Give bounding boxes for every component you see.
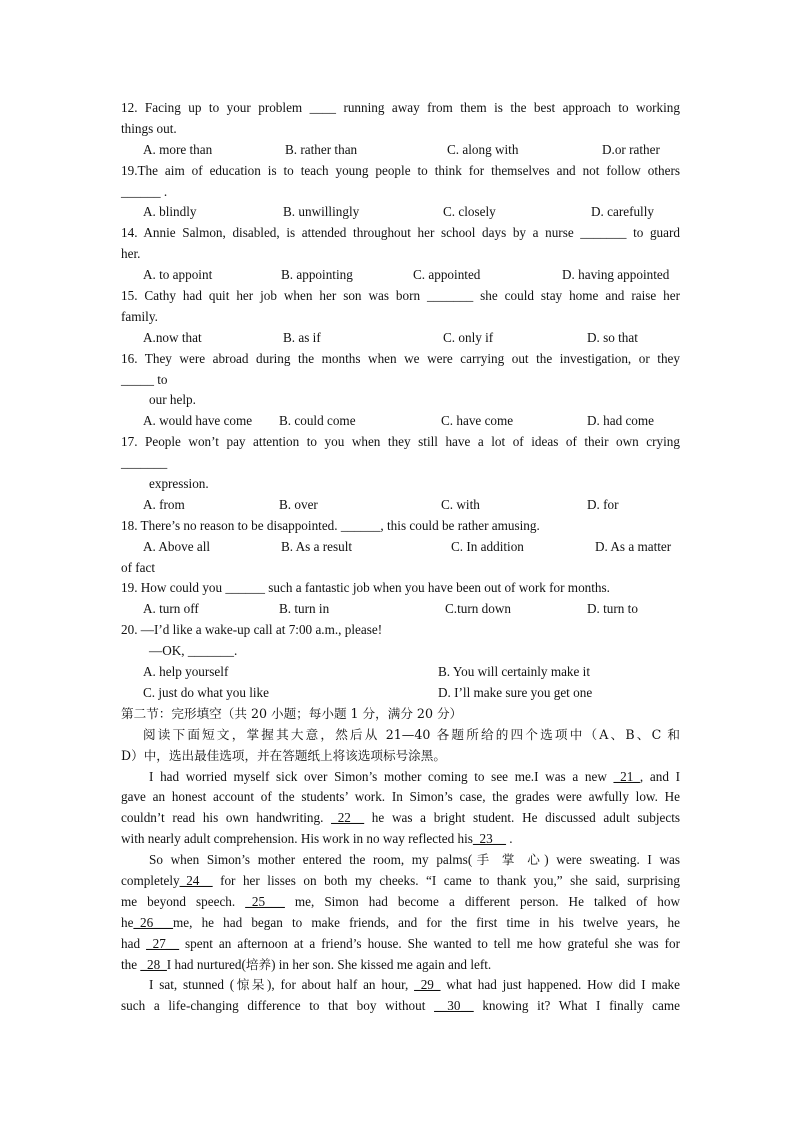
- text-run: I sat, stunned (: [149, 977, 235, 993]
- option-d: D. had come: [587, 413, 655, 429]
- question-14-stem-cont: her.: [121, 246, 141, 262]
- gloss-zh: 培养: [245, 956, 272, 972]
- text-run: had: [121, 935, 147, 951]
- option-b: B. appointing: [281, 267, 353, 283]
- question-20-reply: —OK, _______.: [149, 643, 238, 659]
- blank-22: _22__: [331, 810, 365, 826]
- text-run: the: [121, 956, 141, 972]
- text-run: me, Simon had become a different person. He talked of how: [284, 893, 680, 909]
- option-c: C. only if: [443, 329, 494, 345]
- section-2-instructions-cont: D）中，选出最佳选项，并在答题纸上将该选项标号涂黑。: [121, 747, 446, 763]
- question-16-stem-cont: _____ to: [121, 371, 168, 387]
- blank-29: _29_: [414, 977, 441, 993]
- text-run: So when Simon’s mother entered the room, my palms(: [149, 852, 473, 868]
- blank-28: _28_: [140, 956, 167, 972]
- option-a: A. would have come: [143, 413, 253, 429]
- option-d: D. for: [587, 496, 619, 512]
- passage-p2-line4: [121, 913, 680, 934]
- option-b: B. As a result: [281, 538, 353, 554]
- question-17-stem-cont2: expression.: [149, 476, 209, 492]
- blank-30: __30__: [434, 998, 474, 1014]
- text-run: , and I: [639, 768, 681, 784]
- question-15-stem: 15. Cathy had quit her job when her son was born _______ she could stay home and raise her: [121, 288, 680, 304]
- text-run: couldn’t read his own handwriting.: [121, 810, 332, 826]
- passage-p1-line3: [121, 808, 680, 829]
- gloss-zh: 惊呆: [234, 977, 267, 993]
- text-run: ) were sweating. I was: [544, 852, 680, 868]
- question-19a-stem: 19.The aim of education is to teach young people to think for themselves and not follow others: [121, 162, 680, 178]
- option-c: C. In addition: [451, 538, 524, 554]
- text-run: spent an afternoon at a friend’s house. She wanted to tell me how grateful she was for: [179, 935, 680, 951]
- question-18-stem: 18. There’s no reason to be disappointed. ______, this could be rather amusing.: [121, 517, 540, 533]
- text-run: I had worried myself sick over Simon’s mother coming to see me.I was a new: [149, 768, 614, 784]
- text-run: I had nurtured(: [166, 956, 246, 972]
- option-a: A. more than: [143, 141, 213, 157]
- option-a: A. to appoint: [143, 267, 213, 283]
- blank-26: _26___: [133, 914, 174, 930]
- option-d: D. so that: [587, 329, 638, 345]
- text-run: such a life-changing difference to that boy without: [121, 998, 435, 1014]
- passage-p3-line2: [121, 996, 680, 1017]
- option-d: D. carefully: [591, 204, 654, 220]
- option-d: D.or rather: [602, 141, 660, 157]
- blank-24: _24__: [179, 872, 213, 888]
- text-run: what had just happened. How did I make: [440, 977, 680, 993]
- blank-27: _27__: [146, 935, 180, 951]
- option-d: D. As a matter: [595, 538, 672, 554]
- option-a: A. Above all: [143, 538, 211, 554]
- question-12-options: [121, 140, 680, 161]
- section-2-heading: 第二节：完形填空（共 20 小题；每小题 1 分，满分 20 分）: [121, 705, 463, 721]
- passage-p2-line2: [121, 871, 680, 892]
- exam-content: [121, 98, 680, 1017]
- question-17-options: [121, 495, 680, 516]
- question-19b-options: [121, 599, 680, 620]
- option-b: B. over: [279, 496, 318, 512]
- option-a: A. from: [143, 496, 185, 512]
- option-b: B. could come: [279, 413, 356, 429]
- option-c: C. appointed: [413, 267, 481, 283]
- passage-p2-line6: [121, 955, 680, 976]
- option-a: A.now that: [143, 329, 202, 345]
- option-a: A. help yourself: [143, 664, 229, 680]
- question-15-stem-cont: family.: [121, 308, 158, 324]
- option-c: C.turn down: [445, 601, 511, 617]
- question-16-options: [121, 411, 680, 432]
- passage-p1-line1: [121, 767, 680, 788]
- text-run: with nearly adult comprehension. His work in no way reflected his: [121, 831, 473, 847]
- question-17-stem: 17. People won’t pay attention to you when they still have a lot of ideas of their own crying: [121, 434, 680, 450]
- text-run: ), for about half an hour,: [266, 977, 415, 993]
- option-d: D. turn to: [587, 601, 638, 617]
- gloss-zh: 手 掌 心: [472, 852, 545, 868]
- question-16-stem: 16. They were abroad during the months when we were carrying out the investigation, or they: [121, 350, 680, 366]
- option-b: B. rather than: [285, 141, 358, 157]
- question-20-options-row1: [121, 662, 680, 683]
- text-run: he was a bright student. He discussed adult subjects: [364, 810, 680, 826]
- text-run: .: [505, 831, 513, 847]
- question-17-stem-cont: _______: [121, 455, 168, 471]
- passage-p1-line4: [121, 829, 680, 850]
- question-18-option-d-cont: of fact: [121, 559, 156, 575]
- question-19b-stem: 19. How could you ______ such a fantastic job when you have been out of work for months.: [121, 580, 610, 596]
- text-run: me, he had began to make friends, and for the first time in his twelve years, he: [173, 914, 680, 930]
- option-a: A. turn off: [143, 601, 199, 617]
- text-run: for her lisses on both my cheeks. “I came to thank you,” she said, surprising: [212, 872, 680, 888]
- option-b: B. as if: [283, 329, 321, 345]
- passage-p2-line1: [121, 850, 680, 871]
- option-b: B. unwillingly: [283, 204, 360, 220]
- option-d: D. having appointed: [562, 267, 670, 283]
- text-run: completely: [121, 872, 180, 888]
- blank-25: _25___: [245, 893, 285, 909]
- option-b: B. You will certainly make it: [438, 664, 591, 680]
- question-19a-options: [121, 202, 680, 223]
- passage-p3-line1: [121, 975, 680, 996]
- section-2-instructions: 阅读下面短文，掌握其大意，然后从 21—40 各题所给的四个选项中（A、B、C 和: [143, 726, 680, 742]
- question-19a-stem-cont: ______ .: [121, 183, 168, 199]
- passage-p2-line5: [121, 934, 680, 955]
- option-a: A. blindly: [143, 204, 197, 220]
- text-run: ) in her son. She kissed me again and left.: [271, 956, 492, 972]
- option-d: D. I’ll make sure you get one: [438, 684, 593, 700]
- option-c: C. closely: [443, 204, 496, 220]
- passage-p1-line2: gave an honest account of the students’ work. In Simon’s case, the grades were awfully low. He: [121, 789, 680, 805]
- option-c: C. with: [441, 496, 480, 512]
- question-20-stem: 20. —I’d like a wake-up call at 7:00 a.m., please!: [121, 622, 383, 638]
- question-18-options: [121, 537, 680, 558]
- question-16-stem-cont2: our help.: [149, 392, 196, 408]
- text-run: knowing it? What I finally came: [473, 998, 681, 1014]
- blank-21: _21_: [613, 768, 640, 784]
- option-c: C. just do what you like: [143, 684, 270, 700]
- text-run: he: [121, 914, 134, 930]
- question-15-options: [121, 328, 680, 349]
- option-c: C. have come: [441, 413, 514, 429]
- option-b: B. turn in: [279, 601, 330, 617]
- question-12-stem: 12. Facing up to your problem ____ running away from them is the best approach to working: [121, 100, 680, 115]
- blank-23: _23__: [472, 831, 506, 847]
- question-14-options: [121, 265, 680, 286]
- question-20-options-row2: [121, 683, 680, 704]
- text-run: me beyond speech.: [121, 893, 246, 909]
- option-c: C. along with: [447, 141, 519, 157]
- passage-p2-line3: [121, 892, 680, 913]
- question-14-stem: 14. Annie Salmon, disabled, is attended throughout her school days by a nurse _______ to guard: [121, 225, 680, 241]
- question-12-stem-cont: things out.: [121, 120, 177, 136]
